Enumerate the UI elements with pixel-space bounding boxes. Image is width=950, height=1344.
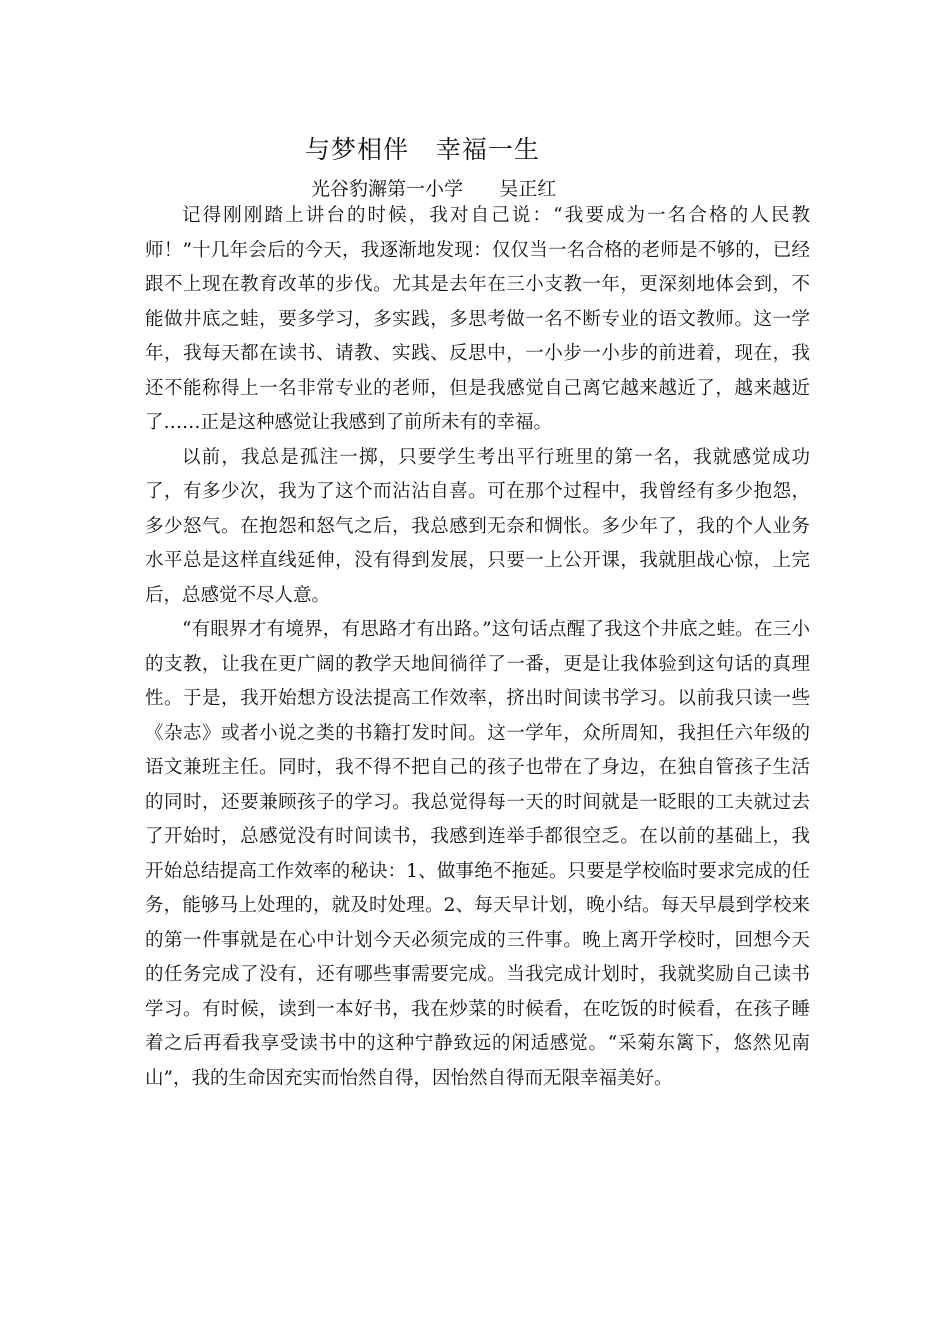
paragraph: 以前，我总是孤注一掷，只要学生考出平行班里的第一名，我就感觉成功了，有多少次，我为了这个而沾沾自喜。可在那个过程中，我曾经有多少抱怨，多少怒气。在抱怨和怒气之后，我总感到无奈和惆怅。多少年了，我的个人业务水平总是这样直线延伸，没有得到发展，只要一上公开课，我就胆战心惊，上完后，总感觉不尽人意。 — [145, 446, 810, 606]
article-body — [145, 199, 810, 1096]
paragraph: “有眼界才有境界，有思路才有出路。”这句话点醒了我这个井底之蛙。在三小的支教，让我在更广阔的教学天地间徜徉了一番，更是让我体验到这句话的真理性。于是，我开始想方设法提高工作效率，挤出时间读书学习。以前我只读一些《杂志》或者小说之类的书籍打发时间。这一学年，众所周知，我担任六年级的语文兼班主任。同时，我不得不把自己的孩子也带在了身边，在独自管孩子生活的同时，还要兼顾孩子的学习。我总觉得每一天的时间就是一眨眼的工夫就过去了开始时，总感觉没有时间读书，我感到连举手都很空乏。在以前的基础上，我开始总结提高工作效率的秘诀：1、做事绝不拖延。只要是学校临时要求完成的任务，能够马上处理的，就及时处理。2、每天早计划，晚小结。每天早晨到学校来的第一件事就是在心中计划今天必须完成的三件事。晚上离开学校时，回想今天的任务完成了没有，还有哪些事需要完成。当我完成计划时，我就奖励自己读书学习。有时候，读到一本好书，我在炒菜的时候看，在吃饭的时候看，在孩子睡着之后再看我享受读书中的这种宁静致远的闲适感觉。“采菊东篱下，悠然见南山”，我的生命因充实而怡然自得，因怡然自得而无限幸福美好。 — [145, 619, 810, 1089]
page-title: 与梦相伴 幸福一生 — [305, 135, 540, 164]
author-byline: 光谷豹澥第一小学 吴正红 — [311, 178, 557, 200]
paragraph: 记得刚刚踏上讲台的时候，我对自己说：“我要成为一名合格的人民教师！”十几年会后的今天，我逐渐地发现：仅仅当一名合格的老师是不够的，已经跟不上现在教育改革的步伐。尤其是去年在三小支教一年，更深刻地体会到，不能做井底之蛙，要多学习，多实践，多思考做一名不断专业的语文教师。这一学年，我每天都在读书、请教、实践、反思中，一小步一小步的前进着，现在，我还不能称得上一名非常专业的老师，但是我感觉自己离它越来越近了，越来越近了……正是这种感觉让我感到了前所未有的幸福。 — [145, 205, 810, 433]
